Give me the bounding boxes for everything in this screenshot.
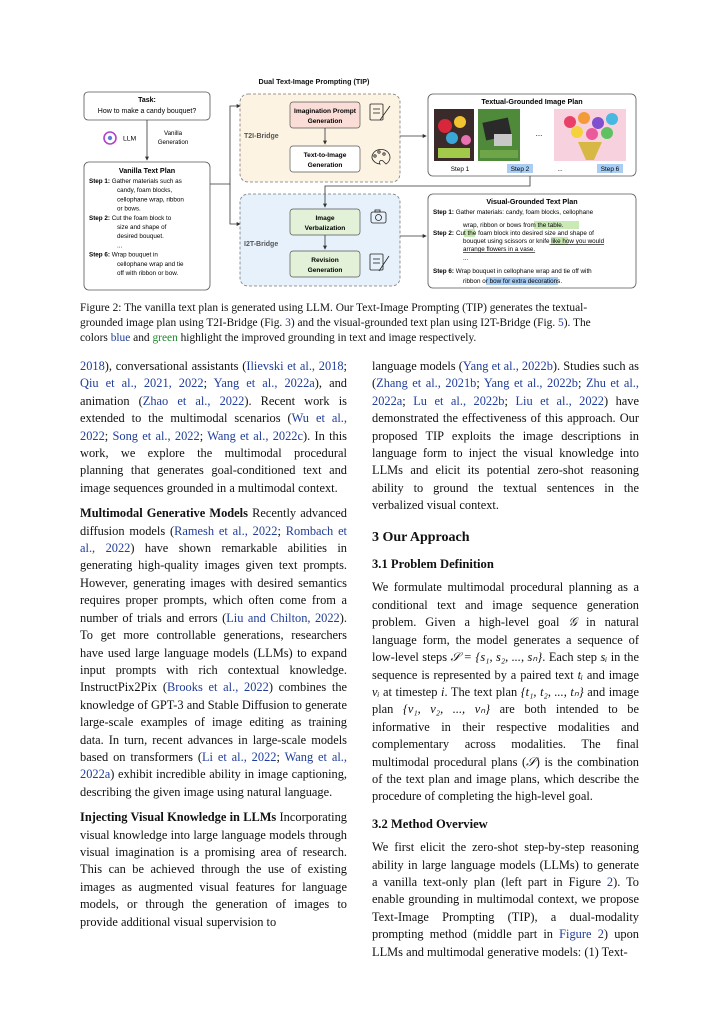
citation-link[interactable]: Wu et al.,: [291, 411, 347, 426]
plan-to-bridge-connector: [210, 106, 240, 184]
vanilla-plan-line: desired bouquet.: [117, 233, 164, 241]
section-3-2-heading: 3.2 Method Overview: [372, 816, 488, 831]
text-run: ), conversational assistants (: [104, 359, 247, 373]
citation-link[interactable]: Wang et al., 2022c: [207, 428, 303, 443]
left-paragraph-2: [80, 505, 347, 801]
caption-l3b: and: [130, 332, 153, 344]
vp-s1-c: wrap, ribbon or bows: [463, 222, 524, 229]
section-multimodal-generative-models: Multimodal Generative Models: [80, 506, 248, 521]
vp-s2-d: like how you would: [549, 238, 605, 245]
citation-link[interactable]: Yang et al., 2022b: [483, 376, 578, 391]
vanilla-gen-line1: Vanilla: [163, 130, 183, 137]
citation-link[interactable]: 2018: [80, 359, 105, 373]
vp-s6-a: Wrap bouquet in cellophane wrap and tie off with: [454, 268, 592, 275]
vp-s2-hl2: knife: [536, 238, 550, 245]
text-run: Recently advanced diffusion models (: [80, 506, 348, 538]
citation-link[interactable]: Zhao et al., 2022: [142, 393, 245, 408]
text-run: in the sequence is represented by a paired text: [372, 650, 639, 682]
image-plan-step2: Step 2: [510, 166, 530, 173]
section-3-heading: 3 Our Approach: [372, 529, 470, 545]
vp-s2-b: Step 2:: [433, 230, 454, 237]
vanilla-plan-line: cellophane wrap and tie: [117, 260, 184, 268]
vp-s1-d: .: [561, 222, 564, 229]
figure-title: Dual Text-Image Prompting (TIP): [258, 77, 370, 86]
text-run: are both intended to be informative in their respective modalities and complementary across modalities. The final multimodal procedural plans (: [372, 702, 639, 769]
text-run: and image: [583, 667, 639, 682]
step1-image: [434, 109, 474, 161]
citation-link[interactable]: Qiu et al., 2021, 2022: [80, 376, 204, 391]
citation-link[interactable]: Wang et al., 2022a: [80, 749, 347, 782]
text-run: . Each step: [542, 650, 601, 665]
citation-link[interactable]: Li et al., 2022: [201, 749, 277, 764]
citation-link[interactable]: Rombach et al., 2022: [80, 523, 348, 556]
text-run: . The text plan: [444, 684, 521, 699]
citation-link[interactable]: Zhu et al., 2022a: [372, 376, 639, 408]
text-run: ;: [578, 376, 586, 391]
vp-s6-hl: for extra decorations: [502, 278, 561, 285]
imagination-line2: Generation: [307, 118, 343, 125]
image-plan-ellipsis: ...: [535, 129, 543, 138]
vp-s2-c: bouquet using scissors or: [463, 238, 537, 245]
svg-text:Step 6: Wrap bouquet in cellop: [433, 268, 592, 275]
text-run: ). In this work, we explore the multimodal procedural planning that generates goal-conditioned text and image sequences grounded in a multimodal context.: [80, 428, 347, 495]
llm-icon: [104, 132, 116, 144]
left-p3-body: [80, 810, 347, 928]
text-run: ) is the combination of the text plan and image plans, which describe the procedure of completing the high-level goal.: [372, 754, 640, 804]
vanilla-plan-line: Step 2: Cut the foam block to: [89, 214, 172, 222]
caption-fig5-link[interactable]: 5: [558, 317, 564, 329]
t2i-bridge-label: T2I-Bridge: [244, 133, 279, 140]
text-run: ;: [343, 359, 347, 373]
math-expression: 𝒢: [568, 615, 578, 630]
left-p2-body: [80, 506, 347, 799]
citation-link[interactable]: Zhang et al., 2021b: [376, 376, 477, 391]
verbal-line1: Image: [315, 215, 335, 222]
image-plan-title: Textual-Grounded Image Plan: [481, 97, 583, 106]
svg-text:Step 1: Gather materials: cand: [433, 209, 594, 216]
text-run: ;: [104, 428, 113, 443]
math-expression: sᵢ: [600, 650, 608, 665]
math-expression: vᵢ: [372, 684, 380, 699]
vanilla-plan-title: Vanilla Text Plan: [118, 166, 176, 175]
vp-s1-a: Gather materials: candy, foam blocks, cellophane: [454, 209, 594, 216]
caption-blue-word: blue: [110, 332, 131, 344]
vp-s1-hl: from the table: [523, 222, 562, 229]
text-run: ). Studies such as (: [372, 359, 640, 391]
citation-link[interactable]: Yang et al., 2022a: [213, 376, 315, 391]
text-run: ) exhibit incredible ability in image captioning, describing the given image using natural language.: [80, 767, 347, 799]
t2i-line2: Generation: [307, 162, 343, 169]
image-plan-step6: Step 6: [600, 166, 620, 173]
vanilla-gen-line2: Generation: [157, 139, 189, 146]
text-run: ;: [276, 749, 285, 764]
right-paragraph-3: [372, 839, 639, 961]
citation-link[interactable]: Liu et al., 2022: [515, 393, 604, 408]
text-run: ),: [314, 376, 323, 391]
caption-l3c: highlight the improved grounding in text and image respectively.: [177, 332, 477, 344]
citation-link[interactable]: Brooks et al., 2022: [166, 680, 269, 695]
svg-text:Step 2:Cut the foam block into: [433, 230, 594, 237]
left-paragraph-1: [80, 358, 347, 497]
text-run: ;: [199, 428, 208, 443]
math-expression: {v₁, v₂, ..., vₙ}: [402, 702, 491, 717]
caption-l3a: colors: [80, 332, 111, 344]
step6-image: [554, 109, 626, 161]
vanilla-plan-line: ...: [117, 242, 123, 250]
svg-text:wrap, ribbon or bows from the: [462, 222, 564, 229]
citation-link[interactable]: Yang et al., 2022b: [462, 359, 553, 373]
text-run: at timestep: [379, 684, 442, 699]
i2t-bridge-label: I2T-Bridge: [244, 241, 279, 248]
llm-label: LLM: [123, 135, 137, 143]
task-title: Task:: [138, 97, 156, 104]
vanilla-plan-line: Step 1: Gather materials such as: [89, 178, 182, 185]
caption-l2c: ). The: [563, 317, 591, 329]
svg-text:ribbon or bow for extra decora: [463, 278, 562, 285]
citation-link[interactable]: 2018: [318, 359, 344, 373]
text-run: ;: [203, 376, 214, 391]
task-text: How to make a candy bouquet?: [97, 108, 197, 115]
vp-s2-e: arrange flowers in a vase.: [463, 246, 536, 253]
image-plan-step1: Step 1: [450, 166, 470, 173]
left-paragraph-3: [80, 809, 347, 931]
vp-s2-hl1: Cut: [456, 230, 466, 237]
math-expression: 𝒮 = {s₁, s₂, ..., sₙ}: [450, 650, 543, 665]
text-run: ) have shown remarkable abilities in generating high-quality images given text prompts. However, generating images with desired semantics requires proper prompts, which often come from a number of trials and errors (: [80, 541, 347, 625]
plan-to-i2t-connector: [230, 184, 240, 224]
vp-s1-b: Step 1:: [433, 209, 454, 216]
text-run: ). To get more controllable generations, researchers have used large language models (LLMs) to expand input prompts with rich contextual knowledge. InstructPix2Pix (: [80, 610, 347, 695]
text-run: ;: [277, 523, 286, 538]
caption-fig3-link[interactable]: 3: [285, 317, 291, 329]
caption-line3: [80, 331, 644, 346]
text-run: We formulate multimodal procedural planning as a conditional text and image sequence generation problem. Given a high-level goal: [372, 580, 639, 630]
text-run: ;: [504, 393, 516, 408]
citation-link[interactable]: Lu et al., 2022b: [413, 393, 505, 408]
section-injecting-visual-knowledge: Injecting Visual Knowledge in LLMs: [80, 810, 277, 825]
vp-s2-a: the foam block into desired size and shape of: [465, 230, 594, 237]
vp-s6-b: Step 6:: [433, 268, 454, 275]
math-expression: 𝒮: [526, 754, 536, 769]
left-column: [80, 358, 347, 939]
text-run: and image plan: [372, 684, 639, 717]
t2i-line1: Text-to-Image: [303, 152, 347, 159]
vp-s6-d: .: [560, 278, 563, 285]
text-run: ) combines the knowledge of GPT-3 and Stable Diffusion to generate large-scale examples of image editing as training data. In turn, recent advances in large-scale models based on transformers (: [80, 680, 348, 764]
text-run: Incorporating visual knowledge into large language models through visual imagination is a promising area of research. This can be achieved through the use of existing images as augmented visual features for language models, or through the generation of images to provide additional visual supervision to: [80, 810, 347, 929]
citation-link[interactable]: Figure 2: [559, 927, 604, 942]
citation-link[interactable]: Liu and Chilton, 2022: [226, 610, 340, 625]
text-run: ) upon LLMs and multimodal generative models: (1) Text-: [372, 927, 639, 959]
vanilla-plan-line: cellophane wrap, ribbon: [117, 196, 184, 204]
caption-l2a: grounded image plan using T2I-Bridge (Fig.: [80, 317, 286, 329]
citation-link[interactable]: 2022: [80, 428, 105, 443]
revision-line1: Revision: [311, 257, 339, 264]
text-run: ;: [402, 393, 414, 408]
citation-link[interactable]: 2: [606, 874, 614, 889]
caption-line1: Figure 2: The vanilla text plan is generated using LLM. Our Text-Image Prompting (TIP) generates the textual-: [80, 302, 588, 314]
right-paragraph-1: [372, 358, 639, 515]
vanilla-plan-line: Step 6: Wrap bouquet in: [89, 251, 158, 259]
text-run: We first elicit the zero-shot step-by-step reasoning ability in large language models (LLMs) to generate a vanilla text-only plan (left part in Figure: [372, 840, 639, 889]
citation-link[interactable]: Ramesh et al., 2022: [174, 523, 278, 538]
vanilla-plan-line: candy, foam blocks,: [117, 187, 173, 195]
text-run: language models (: [372, 359, 463, 373]
caption-line2: [80, 316, 644, 331]
visual-plan-title: Visual-Grounded Text Plan: [486, 197, 578, 206]
verbal-line2: Verbalization: [304, 225, 346, 232]
revision-line2: Generation: [307, 267, 343, 274]
right-column: [372, 358, 639, 969]
imagination-line1: Imagination Prompt: [294, 108, 356, 115]
image-plan-step-dots: ...: [557, 166, 563, 173]
section-3-1-heading: 3.1 Problem Definition: [372, 557, 494, 572]
text-run: ;: [476, 376, 484, 391]
math-expression: tᵢ: [577, 667, 583, 682]
vanilla-plan-line: or bows.: [117, 205, 141, 213]
right-paragraph-2: [372, 579, 639, 805]
caption-green-word: green: [152, 332, 178, 344]
figure-tip-diagram: [80, 76, 644, 292]
math-expression: i: [441, 684, 445, 699]
text-run: and animation (: [80, 376, 347, 408]
vp-dots: ...: [463, 255, 469, 262]
figure-caption: [80, 301, 644, 346]
text-run: in natural language form, the model generates a sequence of low-level steps: [372, 615, 640, 665]
vanilla-plan-line: off with ribbon or bow.: [117, 270, 179, 277]
math-expression: {t₁, t₂, ..., tₙ}: [520, 684, 584, 699]
svg-text:bouquet using scissors or knif: [463, 238, 605, 245]
step2-image: [478, 109, 520, 161]
vanilla-plan-line: size and shape of: [117, 224, 167, 231]
text-run: ). Recent work is extended to the multimodal scenarios (: [80, 393, 347, 426]
vp-s6-c: ribbon or bow: [463, 278, 503, 285]
text-run: ). To enable grounding in multimodal context, we propose Text-Image Prompting (TIP), a dual-modality prompting method (middle part in: [372, 874, 639, 942]
caption-l2b: ) and the visual-grounded text plan using I2T-Bridge (Fig.: [290, 317, 559, 329]
citation-link[interactable]: Song et al., 2022: [112, 428, 200, 443]
citation-link[interactable]: Ilievski et al.,: [246, 359, 316, 373]
text-run: ) have demonstrated the effectiveness of this approach. Our proposed TIP exploits the image descriptions in language form to inject the visual knowledge into LLMs and elicit its potential zero-shot reasoning ability to ground the textual sentences in the verbalized visual context.: [372, 393, 639, 513]
